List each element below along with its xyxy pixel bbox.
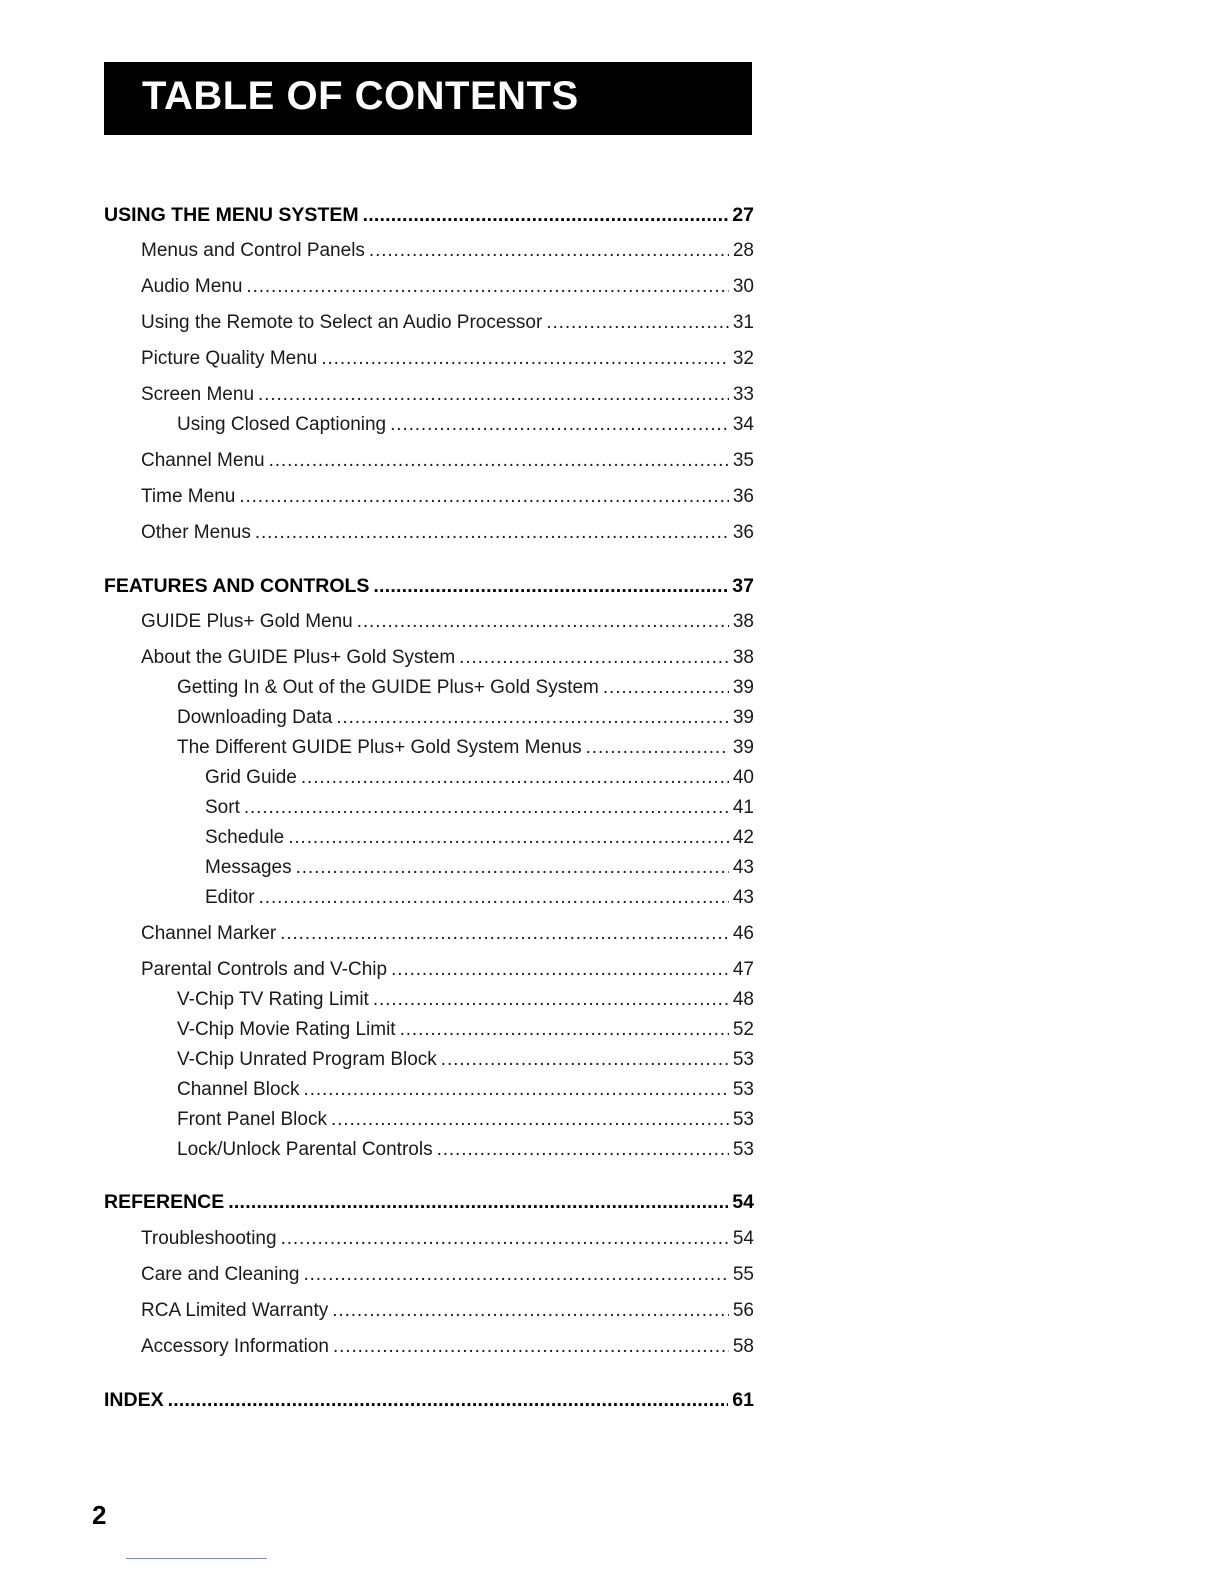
- toc-entry[interactable]: [141, 1299, 754, 1323]
- toc-entry-label: GUIDE Plus+ Gold Menu: [141, 611, 353, 632]
- toc-entry-page: 38: [732, 611, 754, 632]
- leader-dots: [603, 676, 729, 700]
- toc-entry-label: V-Chip Movie Rating Limit: [177, 1019, 396, 1040]
- leader-dots: [269, 449, 729, 473]
- leader-dots: [296, 856, 729, 880]
- leader-dots: [363, 203, 729, 227]
- leader-dots: [332, 1299, 729, 1323]
- toc-entry-label: Schedule: [205, 827, 285, 848]
- toc-entry[interactable]: [141, 383, 754, 407]
- toc-entry-label: Getting In & Out of the GUIDE Plus+ Gold System: [177, 677, 599, 698]
- toc-entry-label: Messages: [205, 857, 292, 878]
- toc-entry-page: 30: [732, 276, 754, 297]
- toc-entry-label: Menus and Control Panels: [141, 240, 365, 261]
- toc-entry-label: Channel Marker: [141, 923, 277, 944]
- toc-entry-label: INDEX: [104, 1389, 164, 1411]
- leader-dots: [586, 736, 729, 760]
- page-number: 2: [92, 1500, 107, 1530]
- toc-entry-page: 41: [732, 797, 754, 818]
- toc-entry-label: Editor: [205, 887, 255, 908]
- leader-dots: [255, 521, 729, 545]
- toc-subentry[interactable]: [177, 1138, 754, 1162]
- toc-entry-page: 42: [732, 827, 754, 848]
- leader-dots: [369, 239, 729, 263]
- toc-entry-label: Downloading Data: [177, 707, 333, 728]
- toc-subsubentry[interactable]: [205, 766, 754, 790]
- toc-entry[interactable]: [141, 610, 754, 634]
- leader-dots: [244, 796, 729, 820]
- leader-dots: [391, 958, 729, 982]
- leader-dots: [321, 347, 729, 371]
- toc-section[interactable]: [104, 203, 754, 227]
- toc-subentry[interactable]: [177, 413, 754, 437]
- leader-dots: [288, 826, 729, 850]
- leader-dots: [303, 1263, 728, 1287]
- leader-dots: [281, 1227, 729, 1251]
- toc-entry-page: 54: [732, 1191, 754, 1213]
- toc-entry-label: Screen Menu: [141, 384, 255, 405]
- footer-rule: [126, 1558, 267, 1559]
- toc-entry-page: 28: [732, 240, 754, 261]
- toc-entry-page: 61: [732, 1389, 754, 1411]
- toc-entry-label: Lock/Unlock Parental Controls: [177, 1139, 433, 1160]
- toc-entry-page: 53: [732, 1109, 754, 1130]
- toc-entry-page: 39: [732, 707, 754, 728]
- toc-section[interactable]: [104, 1190, 754, 1214]
- toc-entry-label: Sort: [205, 797, 240, 818]
- leader-dots: [301, 766, 729, 790]
- toc-subentry[interactable]: [177, 676, 754, 700]
- toc-entry-label: V-Chip Unrated Program Block: [177, 1049, 437, 1070]
- toc-entry-page: 56: [732, 1300, 754, 1321]
- toc-entry-label: Care and Cleaning: [141, 1264, 300, 1285]
- leader-dots: [336, 706, 729, 730]
- toc-section[interactable]: [104, 574, 754, 598]
- toc-entry-label: USING THE MENU SYSTEM: [104, 204, 359, 226]
- toc-entry-page: 53: [732, 1049, 754, 1070]
- toc-subentry[interactable]: [177, 736, 754, 760]
- leader-dots: [441, 1048, 729, 1072]
- toc-entry-page: 53: [732, 1079, 754, 1100]
- toc-entry-label: Other Menus: [141, 522, 251, 543]
- toc-entry[interactable]: [141, 485, 754, 509]
- toc-entry-label: FEATURES AND CONTROLS: [104, 575, 370, 597]
- leader-dots: [239, 485, 729, 509]
- toc-entry[interactable]: [141, 1335, 754, 1359]
- toc-entry-label: The Different GUIDE Plus+ Gold System Menus: [177, 737, 582, 758]
- toc-subentry[interactable]: [177, 706, 754, 730]
- toc-entry-label: Troubleshooting: [141, 1228, 277, 1249]
- toc-entry-label: V-Chip TV Rating Limit: [177, 989, 369, 1010]
- toc-entry-page: 39: [732, 737, 754, 758]
- leader-dots: [373, 988, 729, 1012]
- toc-section[interactable]: [104, 1388, 754, 1412]
- toc-entry[interactable]: [141, 311, 754, 335]
- toc-entry-page: 35: [732, 450, 754, 471]
- leader-dots: [546, 311, 729, 335]
- toc-subentry[interactable]: [177, 1018, 754, 1042]
- toc-entry-page: 52: [732, 1019, 754, 1040]
- toc-entry-page: 53: [732, 1139, 754, 1160]
- toc-entry-page: 43: [732, 887, 754, 908]
- toc-entry[interactable]: [141, 449, 754, 473]
- toc-entry-page: 27: [732, 204, 754, 226]
- toc-subsubentry[interactable]: [205, 856, 754, 880]
- leader-dots: [228, 1190, 728, 1214]
- leader-dots: [333, 1335, 729, 1359]
- toc-entry[interactable]: [141, 922, 754, 946]
- toc-entry-page: 55: [732, 1264, 754, 1285]
- toc-entry-label: Channel Menu: [141, 450, 265, 471]
- toc-subsubentry[interactable]: [205, 826, 754, 850]
- toc-entry-page: 36: [732, 522, 754, 543]
- leader-dots: [437, 1138, 729, 1162]
- toc-entry-label: Accessory Information: [141, 1336, 329, 1357]
- toc-entry-page: 43: [732, 857, 754, 878]
- toc-entry-label: Using the Remote to Select an Audio Processor: [141, 312, 543, 333]
- toc-entry-label: Time Menu: [141, 486, 236, 507]
- toc-entry-label: Using Closed Captioning: [177, 414, 387, 435]
- toc-entry-page: 40: [732, 767, 754, 788]
- toc-entry-page: 36: [732, 486, 754, 507]
- page-title: TABLE OF CONTENTS: [142, 74, 579, 118]
- toc-entry-label: Audio Menu: [141, 276, 243, 297]
- leader-dots: [259, 886, 729, 910]
- leader-dots: [390, 413, 729, 437]
- toc-entry-page: 47: [732, 959, 754, 980]
- toc-entry-page: 48: [732, 989, 754, 1010]
- toc-entry[interactable]: [141, 521, 754, 545]
- toc-entry-page: 34: [732, 414, 754, 435]
- toc-entry[interactable]: [141, 1263, 754, 1287]
- leader-dots: [373, 574, 728, 598]
- leader-dots: [168, 1388, 729, 1412]
- leader-dots: [304, 1078, 729, 1102]
- toc-entry-page: 58: [732, 1336, 754, 1357]
- leader-dots: [459, 646, 729, 670]
- leader-dots: [280, 922, 729, 946]
- leader-dots: [246, 275, 728, 299]
- leader-dots: [258, 383, 729, 407]
- toc-entry-label: Picture Quality Menu: [141, 348, 318, 369]
- leader-dots: [400, 1018, 729, 1042]
- toc-entry-label: About the GUIDE Plus+ Gold System: [141, 647, 456, 668]
- toc-entry-page: 33: [732, 384, 754, 405]
- toc-subsubentry[interactable]: [205, 886, 754, 910]
- toc-entry-page: 38: [732, 647, 754, 668]
- leader-dots: [331, 1108, 729, 1132]
- toc-entry-label: RCA Limited Warranty: [141, 1300, 329, 1321]
- title-banner: [104, 62, 752, 135]
- toc-subentry[interactable]: [177, 988, 754, 1012]
- toc-entry-page: 54: [732, 1228, 754, 1249]
- toc-entry-label: Front Panel Block: [177, 1109, 327, 1130]
- toc-entry-page: 32: [732, 348, 754, 369]
- toc-entry[interactable]: [141, 347, 754, 371]
- toc-entry[interactable]: [141, 958, 754, 982]
- toc-subentry[interactable]: [177, 1078, 754, 1102]
- toc-subentry[interactable]: [177, 1048, 754, 1072]
- toc-entry-label: Grid Guide: [205, 767, 297, 788]
- toc-entry[interactable]: [141, 275, 754, 299]
- leader-dots: [357, 610, 729, 634]
- toc-entry-page: 31: [732, 312, 754, 333]
- toc-entry[interactable]: [141, 239, 754, 263]
- toc-entry-label: Parental Controls and V-Chip: [141, 959, 388, 980]
- toc-entry-page: 37: [732, 575, 754, 597]
- toc-entry-label: Channel Block: [177, 1079, 300, 1100]
- toc-entry[interactable]: [141, 1227, 754, 1251]
- toc-entry-label: REFERENCE: [104, 1191, 225, 1213]
- toc-subentry[interactable]: [177, 1108, 754, 1132]
- toc-entry-page: 39: [732, 677, 754, 698]
- toc-entry-page: 46: [732, 923, 754, 944]
- toc-subsubentry[interactable]: [205, 796, 754, 820]
- toc-entry[interactable]: [141, 646, 754, 670]
